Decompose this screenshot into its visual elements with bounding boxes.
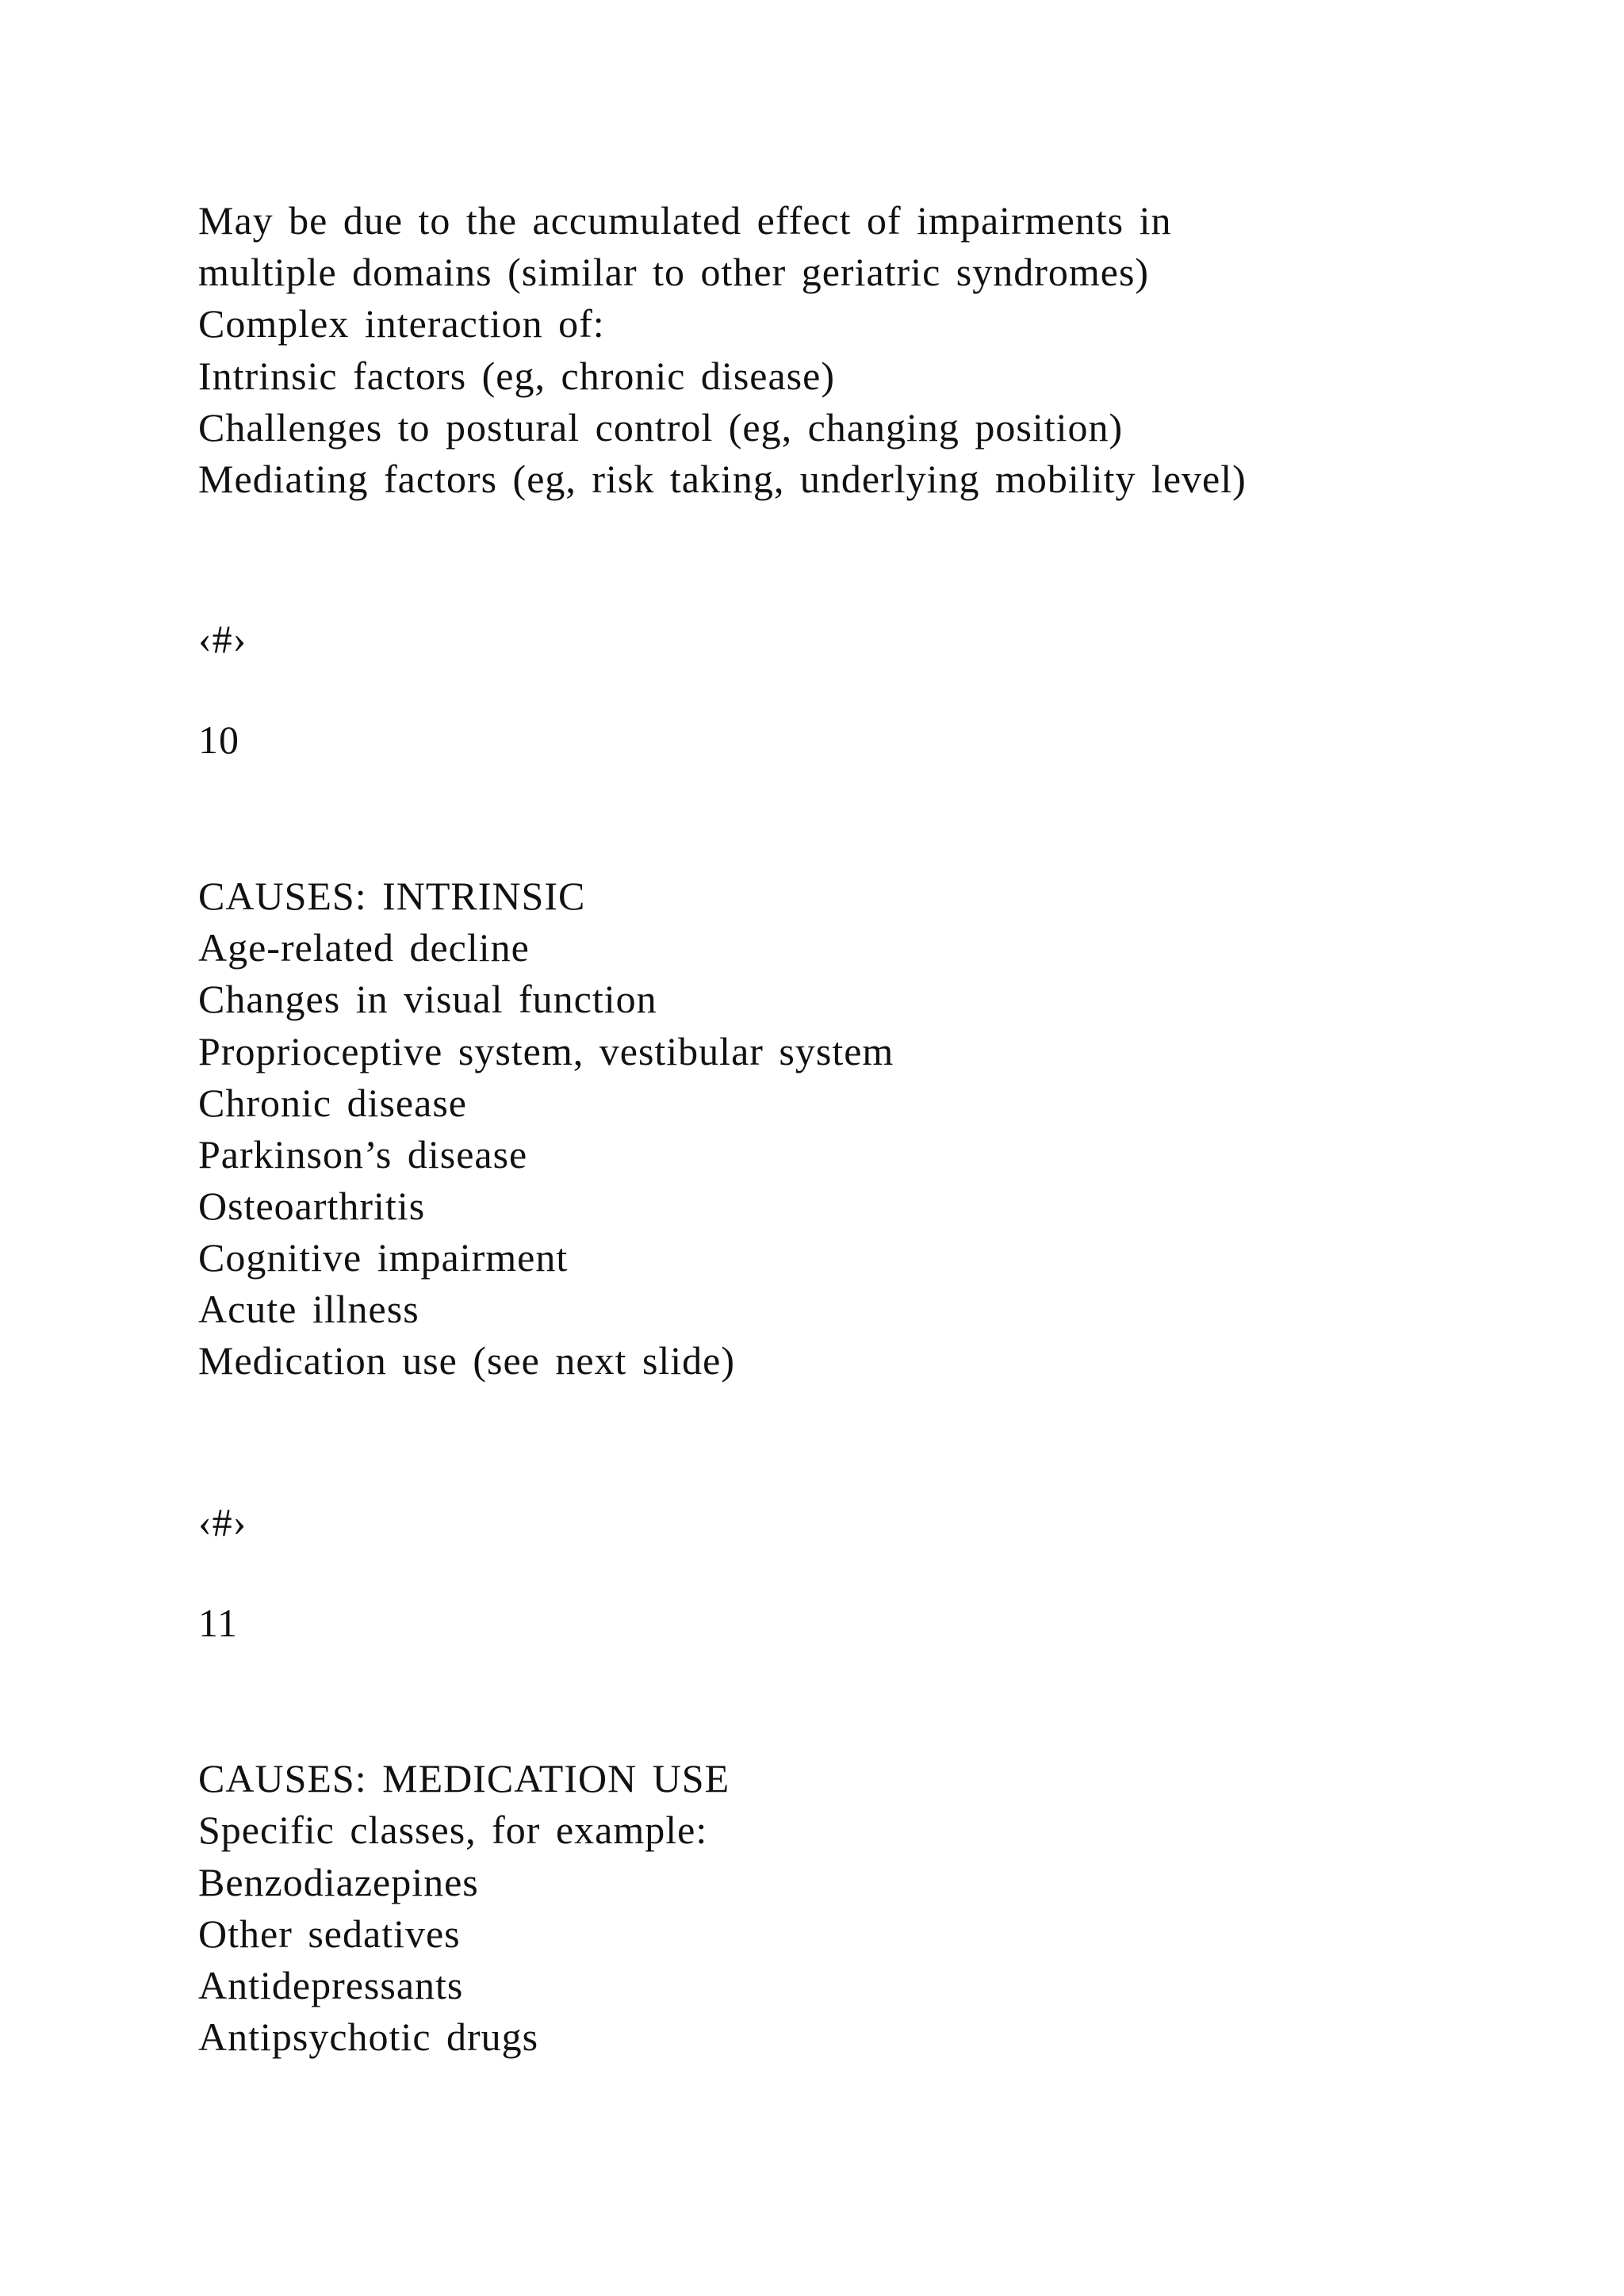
medication-line-4: Antidepressants	[198, 1963, 464, 2007]
intro-line-4: Intrinsic factors (eg, chronic disease)	[198, 354, 835, 398]
slide-marker: ‹#›	[198, 1500, 247, 1544]
section-heading: CAUSES: INTRINSIC	[198, 874, 586, 918]
intrinsic-line-5: Parkinson’s disease	[198, 1132, 528, 1177]
intrinsic-line-8: Acute illness	[198, 1287, 419, 1331]
intrinsic-line-2: Changes in visual function	[198, 977, 657, 1021]
intrinsic-line-6: Osteoarthritis	[198, 1184, 426, 1228]
intrinsic-line-1: Age-related decline	[198, 925, 530, 970]
intrinsic-line-3: Proprioceptive system, vestibular system	[198, 1029, 894, 1073]
medication-line-2: Benzodiazepines	[198, 1860, 479, 1904]
slide-marker: ‹#›	[198, 617, 247, 661]
slide-number: 11	[198, 1601, 239, 1645]
intro-line-5: Challenges to postural control (eg, changing position)	[198, 405, 1124, 450]
intrinsic-line-9: Medication use (see next slide)	[198, 1338, 736, 1383]
intro-line-2: multiple domains (similar to other geriatric syndromes)	[198, 250, 1150, 294]
section-heading: CAUSES: MEDICATION USE	[198, 1756, 730, 1800]
medication-line-1: Specific classes, for example:	[198, 1808, 708, 1852]
intrinsic-line-7: Cognitive impairment	[198, 1235, 569, 1280]
intro-line-1: May be due to the accumulated effect of impairments in	[198, 198, 1172, 243]
medication-line-5: Antipsychotic drugs	[198, 2015, 539, 2059]
intro-line-3: Complex interaction of:	[198, 301, 605, 346]
intro-line-6: Mediating factors (eg, risk taking, underlying mobility level)	[198, 457, 1247, 501]
intrinsic-line-4: Chronic disease	[198, 1081, 467, 1125]
slide-number: 10	[198, 718, 239, 762]
medication-line-3: Other sedatives	[198, 1911, 461, 1956]
